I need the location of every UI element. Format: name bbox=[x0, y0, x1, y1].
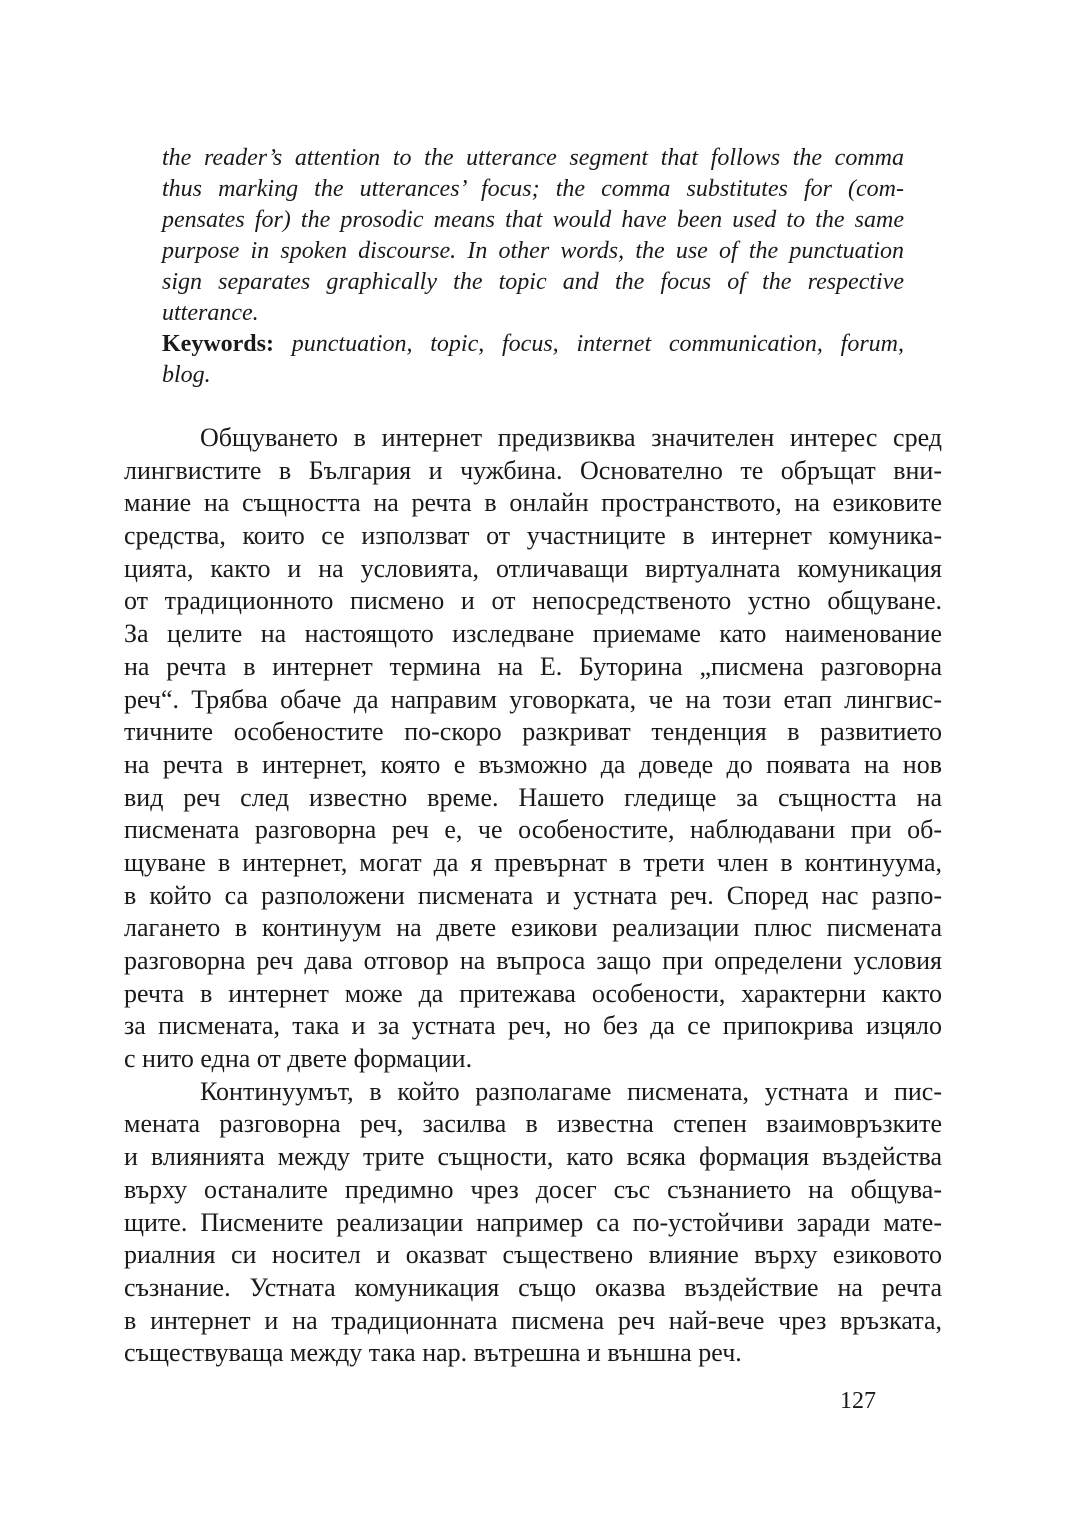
body-line: в който са разположени писмената и устната реч. Според нас разпо- bbox=[124, 880, 942, 910]
body-line: и влиянията между трите същности, като всяка формация въздейства bbox=[124, 1142, 942, 1172]
body-line: съзнание. Устната комуникация също оказва въздействие на речта bbox=[124, 1272, 942, 1302]
abstract-line: pensates for) the prosodic means that would have been used to the same bbox=[162, 207, 904, 233]
abstract-block bbox=[162, 143, 904, 391]
abstract-line: purpose in spoken discourse. In other words, the use of the punctuation bbox=[162, 238, 904, 264]
body-line: от традиционното писмено и от непосредственото устно общуване. bbox=[124, 586, 942, 616]
abstract-line: sign separates graphically the topic and the focus of the respective bbox=[162, 269, 904, 295]
keywords-label: Keywords: bbox=[162, 331, 274, 357]
abstract-line: the reader’s attention to the utterance segment that follows the comma bbox=[162, 145, 904, 171]
body-line: тичните особеностите по-скоро разкриват тенденция в развитието bbox=[124, 717, 942, 747]
body-line: щите. Писмените реализации например са по-устойчиви заради мате- bbox=[124, 1207, 942, 1237]
body-line: вид реч след известно време. Нашето гледище за същността на bbox=[124, 782, 942, 812]
body-line: риалния си носител и оказват съществено влияние върху езиковото bbox=[124, 1240, 942, 1270]
keywords-continuation: blog. bbox=[162, 362, 211, 388]
body-text bbox=[124, 422, 942, 1370]
body-line: лингвистите в България и чужбина. Основателно те обръщат вни- bbox=[124, 455, 942, 485]
paragraph-1 bbox=[124, 422, 942, 1076]
paragraph-2 bbox=[124, 1076, 942, 1370]
body-line: на речта в интернет термина на Е. Буторина „писмена разговорна bbox=[124, 651, 942, 681]
body-line: Континуумът, в който разполагаме писмената, устната и пис- bbox=[200, 1076, 942, 1106]
abstract-line: utterance. bbox=[162, 300, 259, 326]
body-line: Общуването в интернет предизвиква значителен интерес сред bbox=[200, 423, 942, 452]
abstract-line: thus marking the utterances’ focus; the comma substitutes for (com- bbox=[162, 176, 904, 202]
body-line: на речта в интернет, която е възможно да доведе до появата на нов bbox=[124, 749, 942, 779]
body-line: разговорна реч дава отговор на въпроса защо при определени условия bbox=[124, 946, 942, 975]
body-line: мание на същността на речта в онлайн пространството, на езиковите bbox=[124, 488, 942, 518]
body-line: върху останалите предимно чрез досег със съзнанието на общува- bbox=[124, 1174, 942, 1204]
body-line: с нито една от двете формации. bbox=[124, 1044, 473, 1074]
keywords-line bbox=[162, 329, 904, 360]
body-line: речта в интернет може да притежава особености, характерни както bbox=[124, 978, 942, 1008]
body-line: за писмената, така и за устната реч, но без да се припокрива изцяло bbox=[124, 1011, 942, 1041]
body-line: цията, както и на условията, отличаващи виртуалната комуникация bbox=[124, 553, 942, 583]
page-number: 127 bbox=[840, 1388, 876, 1414]
keywords-list: punctuation, topic, focus, internet communication, forum, bbox=[291, 331, 905, 357]
body-line: реч“. Трябва обаче да направим уговорката, че на този етап лингвис- bbox=[124, 684, 942, 714]
body-line: лагането в континуум на двете езикови реализации плюс писмената bbox=[124, 913, 942, 943]
body-line: щуване в интернет, могат да я превърнат в трети член в континуума, bbox=[124, 847, 942, 877]
body-line: За целите на настоящото изследване приемаме като наименование bbox=[124, 619, 942, 649]
body-line: мената разговорна реч, засилва в известна степен взаимовръзките bbox=[124, 1109, 942, 1139]
body-line: съществуваща между така нар. вътрешна и външна реч. bbox=[124, 1338, 742, 1368]
body-line: писмената разговорна реч е, че особеностите, наблюдавани при об- bbox=[124, 815, 942, 845]
body-line: в интернет и на традиционната писмена реч най-вече чрез връзката, bbox=[124, 1305, 942, 1335]
body-line: средства, които се използват от участниците в интернет комуника- bbox=[124, 521, 942, 551]
